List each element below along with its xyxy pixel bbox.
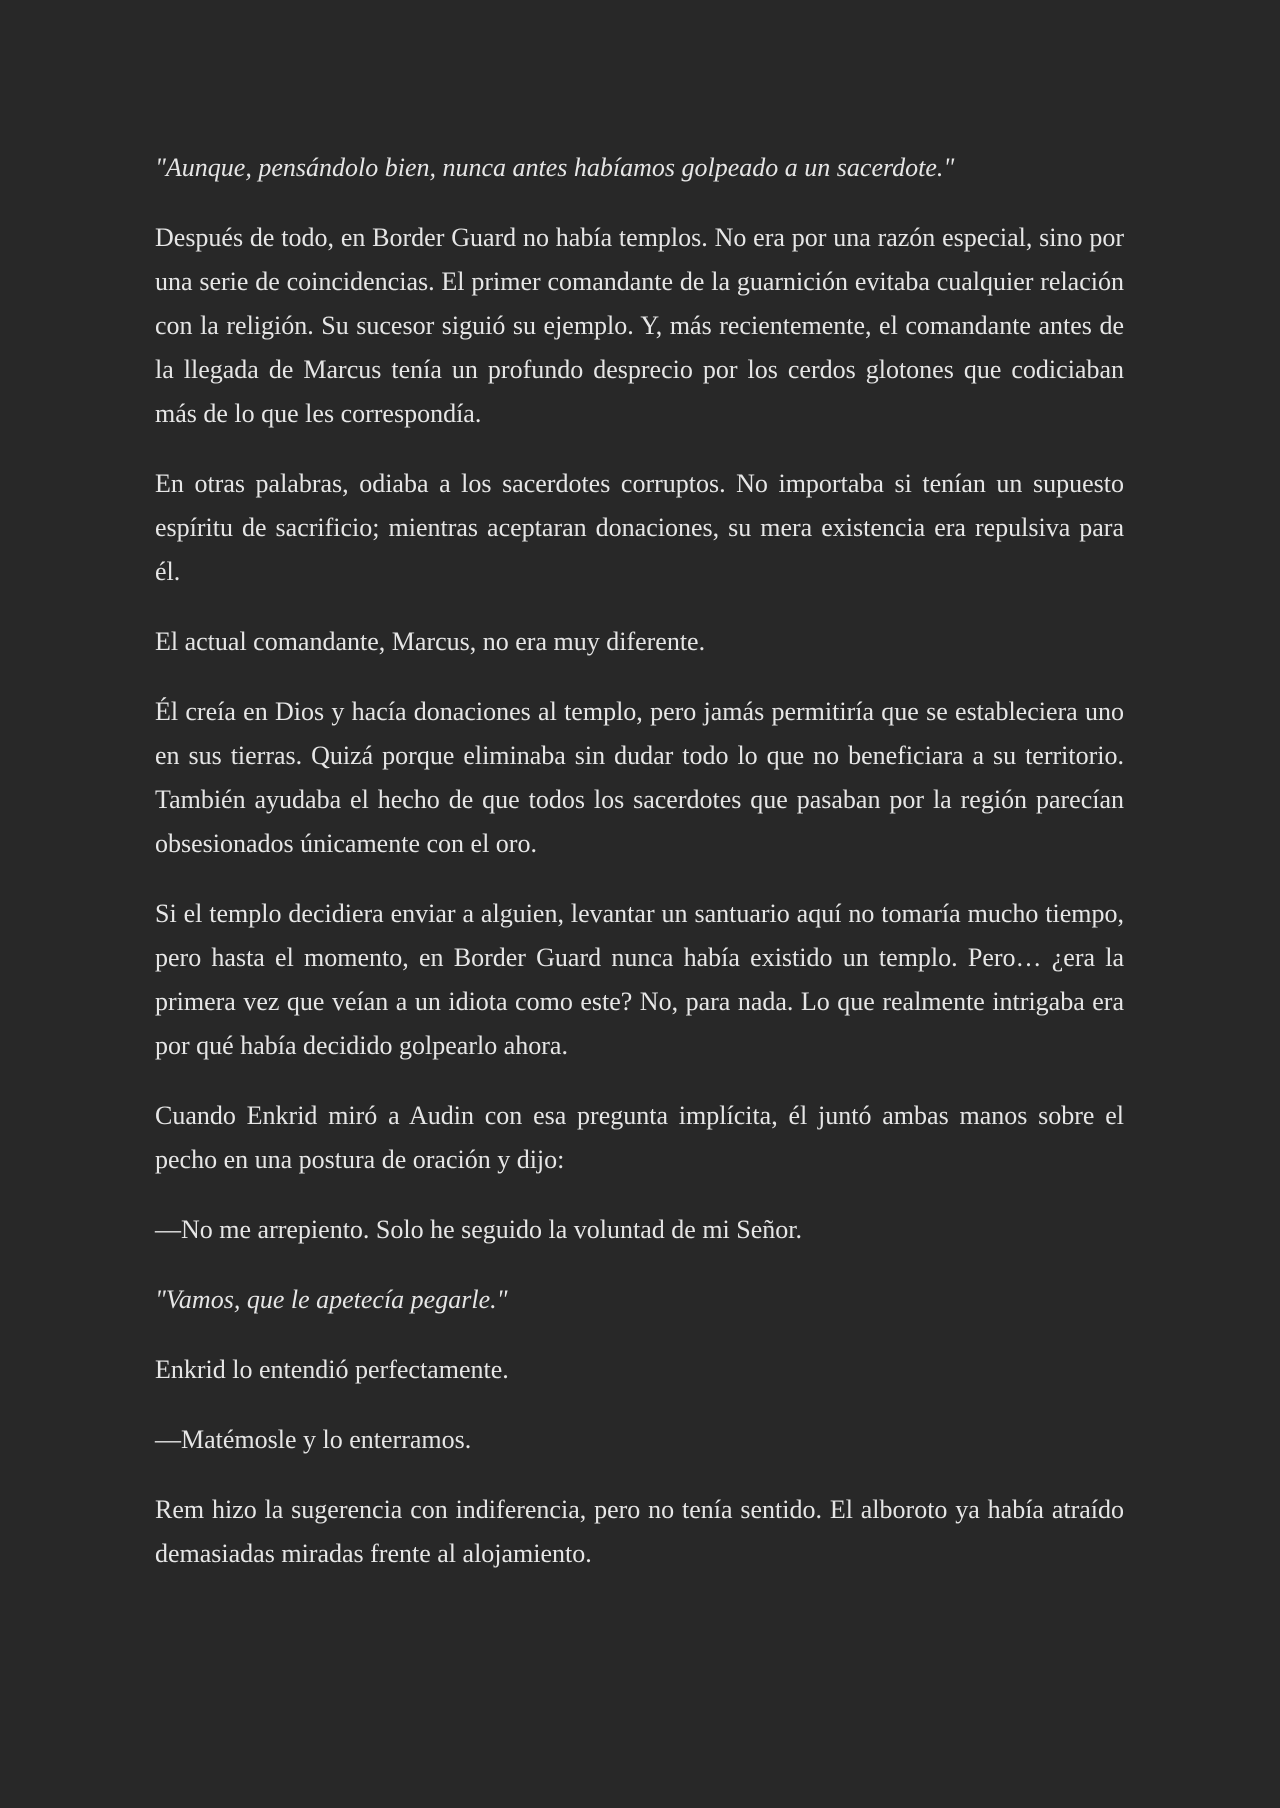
paragraph: Enkrid lo entendió perfectamente.: [155, 1355, 509, 1384]
reader-page: [155, 146, 1124, 1602]
paragraph: Él creía en Dios y hacía donaciones al templo, pero jamás permitiría que se estableciera uno en sus tierras. Quizá porque eliminaba sin dudar todo lo que no beneficiara a su territorio. También ayudaba el hecho de que todos los sacerdotes que pasaban por la región parecían obsesionados únicamente con el oro.: [155, 697, 1124, 858]
thought-paragraph: "Aunque, pensándolo bien, nunca antes habíamos golpeado a un sacerdote.": [155, 153, 955, 182]
dialogue-paragraph: —Matémosle y lo enterramos.: [155, 1425, 472, 1454]
paragraph: Rem hizo la sugerencia con indiferencia, pero no tenía sentido. El alboroto ya había atraído demasiadas miradas frente al alojamiento.: [155, 1495, 1124, 1568]
paragraph: Después de todo, en Border Guard no había templos. No era por una razón especial, sino por una serie de coincidencias. El primer comandante de la guarnición evitaba cualquier relación con la religión. Su sucesor siguió su ejemplo. Y, más recientemente, el comandante antes de la llegada de Marcus tenía un profundo desprecio por los cerdos glotones que codiciaban más de lo que les correspondía.: [155, 223, 1124, 428]
paragraph: Si el templo decidiera enviar a alguien, levantar un santuario aquí no tomaría mucho tiempo, pero hasta el momento, en Border Guard nunca había existido un templo. Pero… ¿era la primera vez que veían a un idiota como este? No, para nada. Lo que realmente intrigaba era por qué había decidido golpearlo ahora.: [155, 899, 1124, 1060]
paragraph: En otras palabras, odiaba a los sacerdotes corruptos. No importaba si tenían un supuesto espíritu de sacrificio; mientras aceptaran donaciones, su mera existencia era repulsiva para él.: [155, 469, 1124, 586]
paragraph: Cuando Enkrid miró a Audin con esa pregunta implícita, él juntó ambas manos sobre el pecho en una postura de oración y dijo:: [155, 1101, 1124, 1174]
dialogue-paragraph: —No me arrepiento. Solo he seguido la voluntad de mi Señor.: [155, 1215, 802, 1244]
thought-paragraph: "Vamos, que le apetecía pegarle.": [155, 1285, 508, 1314]
paragraph: El actual comandante, Marcus, no era muy diferente.: [155, 627, 706, 656]
